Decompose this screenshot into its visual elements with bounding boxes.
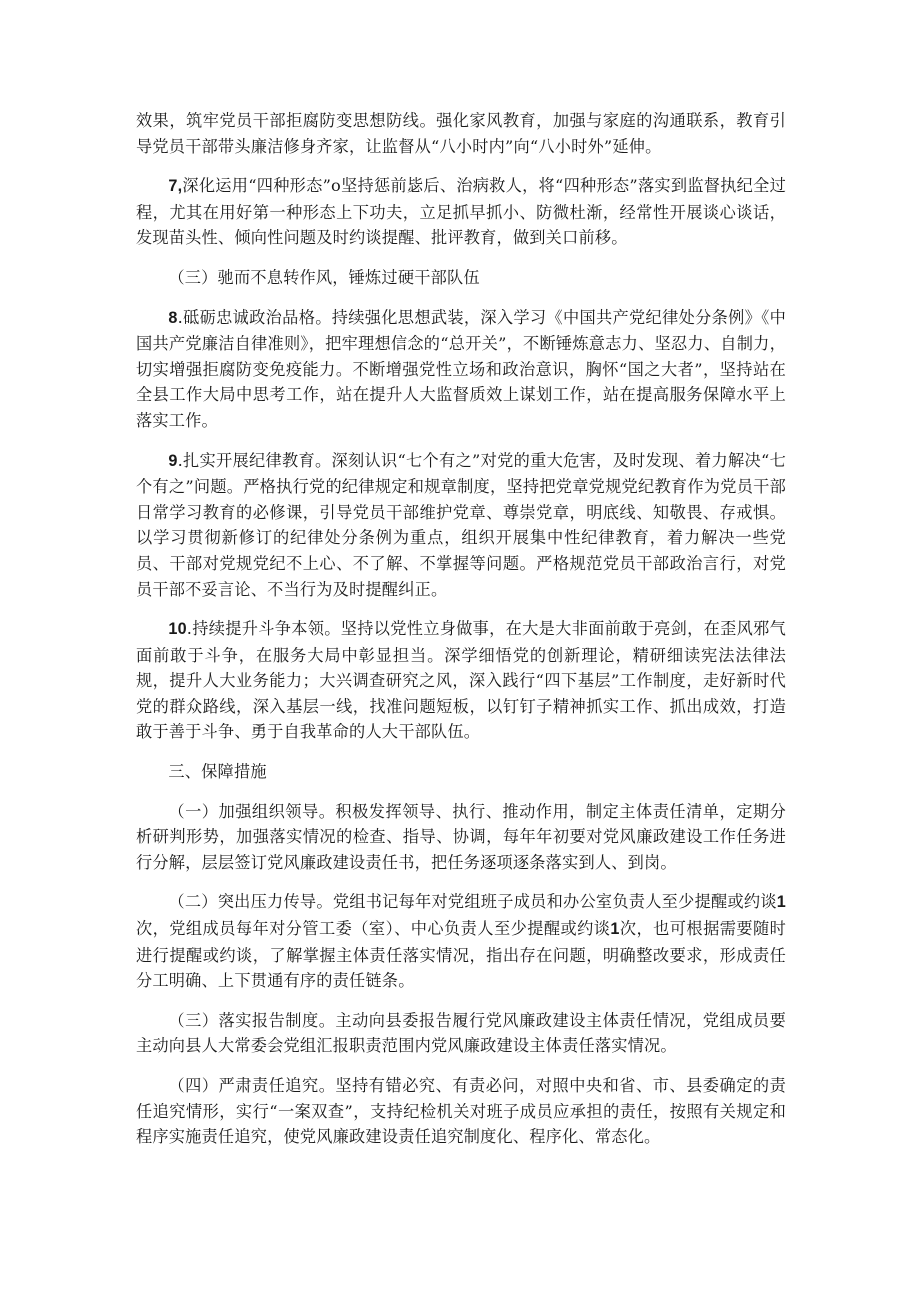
item-number: 9 (168, 451, 178, 470)
item-number: 7, (168, 177, 183, 196)
paragraph-text: （二）突出压力传导。党组书记每年对党组班子成员和办公室负责人至少提醒或约谈 (168, 892, 777, 912)
paragraph-item-8 (136, 305, 786, 434)
paragraph-family-education: 效果，筑牢党员干部拒腐防变思想防线。强化家风教育，加强与家庭的沟通联系，教育引导党员干部带头廉洁修身齐家，让监督从“八小时内”向“八小时外”延伸。 (136, 111, 786, 156)
paragraph-pressure-transmission (136, 889, 786, 993)
count-number: 1 (776, 893, 786, 912)
paragraph-text: .砥砺忠诚政治品格。持续强化思想武装，深入学习《中国共产党纪律处分条例》《中国共产党廉洁自律准则》，把牢理想信念的“总开关”，不断锤炼意志力、坚忍力、自制力，切实增强拒腐防变免疫能力。不断增强党性立场和政治意识，胸怀“国之大者”，坚持站在全县工作大局中思考工作，站在提升人大监督质效上谋划工作，站在提高服务保障水平上落实工作。 (136, 307, 786, 430)
paragraph-item-7 (136, 173, 786, 251)
document-page (136, 108, 786, 1164)
paragraph-text: .持续提升斗争本领。坚持以党性立身做事，在大是大非面前敢于亮剑，在歪风邪气面前敢于斗争，在服务大局中彰显担当。深学细悟党的创新理论，精研细读宪法法律法规，提升人大业务能力；大兴调查研究之风，深入践行“四下基层”工作制度，走好新时代党的群众路线，深入基层一线，找准问题短板，以钉钉子精神抓实工作、抓出成效，打造敢于善于斗争、勇于自我革命的人大干部队伍。 (136, 619, 786, 742)
section-heading-safeguards: 三、保障措施 (168, 762, 267, 782)
paragraph-text: 次，党组成员每年对分管工委（室）、中心负责人至少提醒或约谈 (136, 919, 611, 939)
paragraph-reporting-system: （三）落实报告制度。主动向县委报告履行党风廉政建设主体责任情况，党组成员要主动向县人大常委会党组汇报职责范围内党风廉政建设主体责任落实情况。 (136, 1010, 786, 1056)
item-number: 10 (168, 620, 187, 639)
subheading-3: （三）驰而不息转作风，锤炼过硬干部队伍 (168, 267, 480, 287)
paragraph-accountability: （四）严肃责任追究。坚持有错必究、有责必问，对照中央和省、市、县委确定的责任追究情形，实行“一案双查”，支持纪检机关对班子成员应承担的责任，按照有关规定和程序实施责任追究，使党风廉政建设责任追究制度化、程序化、常态化。 (136, 1076, 786, 1147)
item-number: 8 (168, 308, 178, 327)
paragraph-text: 深化运用“四种形态”o坚持惩前毖后、治病救人，将“四种形态”落实到监督执纪全过程，尤其在用好第一种形态上下功夫，立足抓早抓小、防微杜渐，经常性开展谈心谈话，发现苗头性、倾向性问题及时约谈提醒、批评教育，做到关口前移。 (136, 176, 786, 248)
paragraph-item-9 (136, 448, 786, 603)
paragraph-text: 次，也可根据需要随时进行提醒或约谈，了解掌握主体责任落实情况，指出存在问题，明确整改要求，形成责任分工明确、上下贯通有序的责任链条。 (136, 919, 787, 991)
count-number: 1 (610, 920, 620, 939)
paragraph-organizational-leadership: （一）加强组织领导。积极发挥领导、执行、推动作用，制定主体责任清单，定期分析研判形势，加强落实情况的检查、指导、协调，每年年初要对党风廉政建设工作任务进行分解，层层签订党风廉政建设责任书，把任务逐项逐条落实到人、到岗。 (136, 801, 786, 872)
paragraph-text: .扎实开展纪律教育。深刻认识“七个有之”对党的重大危害，及时发现、着力解决“七个有之”问题。严格执行党的纪律规定和规章制度，坚持把党章党规党纪教育作为党员干部日常学习教育的必修课，引导党员干部维护党章、尊崇党章，明底线、知敬畏、存戒惧。以学习贯彻新修订的纪律处分条例为重点，组织开展集中性纪律教育，着力解决一些党员、干部对党规党纪不上心、不了解、不掌握等问题。严格规范党员干部政治言行，对党员干部不妥言论、不当行为及时提醒纠正。 (136, 450, 786, 599)
paragraph-item-10 (136, 616, 786, 745)
